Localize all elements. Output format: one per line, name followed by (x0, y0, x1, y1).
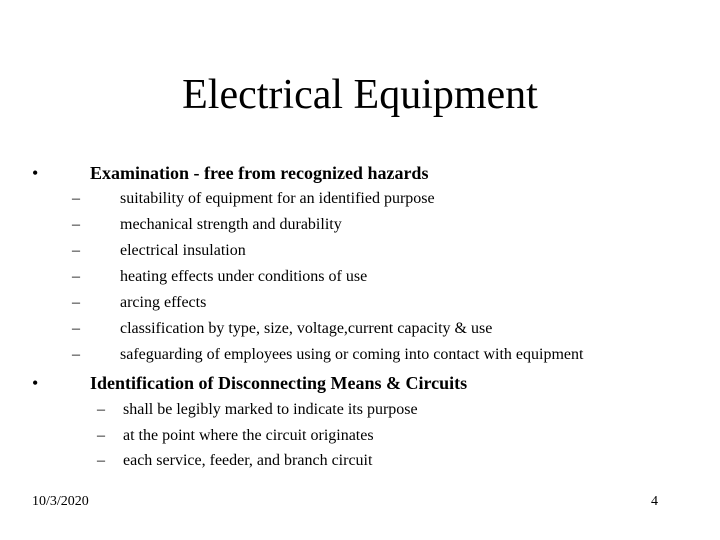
dash-marker: – (97, 426, 105, 444)
subitem-text: at the point where the circuit originates (123, 426, 374, 444)
dash-marker: – (72, 216, 80, 233)
identification-subitems (97, 397, 418, 474)
dash-marker: – (97, 401, 105, 418)
examination-subitems (72, 186, 583, 368)
list-item (72, 290, 583, 316)
subitem-text: safeguarding of employees using or coming into contact with equipment (120, 346, 584, 363)
dash-marker: – (72, 242, 80, 259)
dash-marker: – (72, 320, 80, 337)
bullet-marker: • (32, 373, 39, 393)
dash-marker: – (72, 190, 80, 207)
subitem-text: mechanical strength and durability (120, 216, 342, 233)
list-item (72, 238, 583, 264)
dash-marker: – (72, 294, 80, 311)
list-item (97, 448, 418, 474)
bullet-examination (30, 162, 428, 184)
slide-title: Electrical Equipment (182, 72, 538, 118)
subitem-text: heating effects under conditions of use (120, 268, 368, 285)
dash-marker: – (72, 268, 80, 285)
list-item (97, 423, 418, 449)
list-item (72, 186, 583, 212)
list-item (72, 264, 583, 290)
bullet-marker: • (32, 163, 39, 183)
subitem-text: shall be legibly marked to indicate its purpose (123, 401, 418, 418)
subitem-text: each service, feeder, and branch circuit (123, 452, 373, 469)
list-item (72, 316, 583, 342)
page-number: 4 (651, 494, 658, 509)
subitem-text: arcing effects (120, 294, 207, 311)
dash-marker: – (72, 346, 80, 363)
subitem-text: electrical insulation (120, 242, 246, 259)
list-item (72, 212, 583, 238)
bullet-text: Identification of Disconnecting Means & Circuits (90, 373, 468, 393)
list-item (97, 397, 418, 423)
subitem-text: suitability of equipment for an identified purpose (120, 190, 435, 207)
list-item (72, 342, 583, 368)
bullet-text: Examination - free from recognized hazards (90, 163, 429, 183)
footer-date: 10/3/2020 (32, 494, 89, 509)
bullet-identification (30, 372, 467, 394)
subitem-text: classification by type, size, voltage,current capacity & use (120, 320, 493, 337)
dash-marker: – (97, 452, 105, 469)
